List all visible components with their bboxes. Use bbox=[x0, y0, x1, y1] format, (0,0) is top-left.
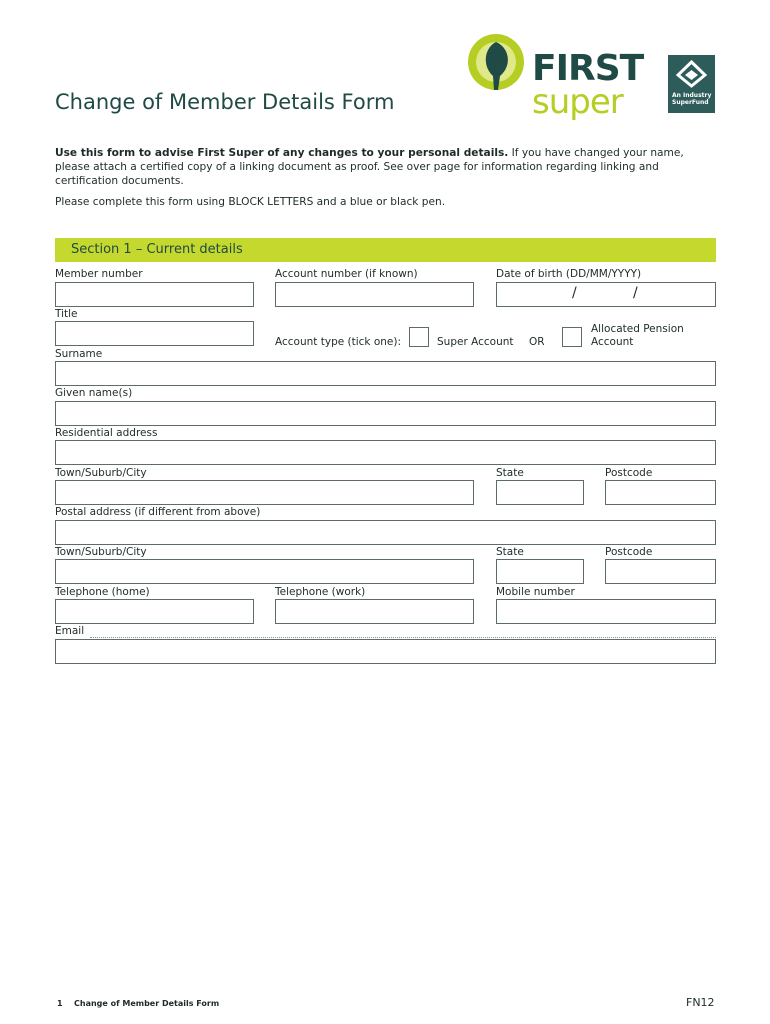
tel-home-field[interactable] bbox=[55, 599, 254, 624]
email-divider bbox=[90, 637, 716, 638]
tel-work-label: Telephone (work) bbox=[275, 586, 366, 598]
account-number-field[interactable] bbox=[275, 282, 474, 307]
tel-home-label: Telephone (home) bbox=[55, 586, 150, 598]
dob-separator-1: / bbox=[572, 285, 577, 301]
postcode-field-1[interactable] bbox=[605, 480, 716, 505]
residential-address-field[interactable] bbox=[55, 440, 716, 465]
badge-line2: SuperFund bbox=[672, 99, 709, 106]
postcode-field-2[interactable] bbox=[605, 559, 716, 584]
town-field-1[interactable] bbox=[55, 480, 474, 505]
dob-label: Date of birth (DD/MM/YYYY) bbox=[496, 268, 642, 280]
email-field[interactable] bbox=[55, 639, 716, 664]
mobile-label: Mobile number bbox=[496, 586, 575, 598]
form-code: FN12 bbox=[686, 996, 715, 1009]
residential-address-label: Residential address bbox=[55, 427, 158, 439]
state-field-1[interactable] bbox=[496, 480, 584, 505]
given-names-field[interactable] bbox=[55, 401, 716, 426]
surname-field[interactable] bbox=[55, 361, 716, 386]
given-names-label: Given name(s) bbox=[55, 387, 133, 399]
mobile-field[interactable] bbox=[496, 599, 716, 624]
member-number-label: Member number bbox=[55, 268, 143, 280]
email-label: Email bbox=[55, 625, 85, 637]
intro-instruction: Please complete this form using BLOCK LETTERS and a blue or black pen. bbox=[55, 196, 446, 208]
allocated-pension-label-1: Allocated Pension bbox=[591, 323, 684, 335]
dob-separator-2: / bbox=[633, 285, 638, 301]
page-title: Change of Member Details Form bbox=[55, 90, 395, 114]
town-label-1: Town/Suburb/City bbox=[55, 467, 147, 479]
brand-logo bbox=[466, 32, 646, 124]
intro-rest: If you have changed your name, please attach a certified copy of a linking document as proof. See over page for information regarding linking and certification documents. bbox=[55, 147, 684, 187]
allocated-pension-label-2: Account bbox=[591, 336, 634, 348]
badge-mark-icon bbox=[676, 60, 707, 88]
member-number-field[interactable] bbox=[55, 282, 254, 307]
title-field[interactable] bbox=[55, 321, 254, 346]
leaf-logo-icon bbox=[466, 32, 526, 94]
super-account-checkbox[interactable] bbox=[409, 327, 429, 347]
account-type-label: Account type (tick one): bbox=[275, 336, 402, 348]
town-field-2[interactable] bbox=[55, 559, 474, 584]
intro-paragraph bbox=[55, 146, 720, 188]
account-number-label: Account number (if known) bbox=[275, 268, 418, 280]
postcode-label-2: Postcode bbox=[605, 546, 653, 558]
postal-address-field[interactable] bbox=[55, 520, 716, 545]
title-label: Title bbox=[55, 308, 78, 320]
postal-address-label: Postal address (if different from above) bbox=[55, 506, 261, 518]
brand-super: super bbox=[532, 82, 623, 122]
or-label: OR bbox=[529, 336, 545, 348]
postcode-label-1: Postcode bbox=[605, 467, 653, 479]
super-account-label: Super Account bbox=[437, 336, 514, 348]
brand-first: FIRST bbox=[532, 48, 644, 89]
state-field-2[interactable] bbox=[496, 559, 584, 584]
surname-label: Surname bbox=[55, 348, 103, 360]
footer-page-number: 1 bbox=[57, 999, 63, 1008]
state-label-1: State bbox=[496, 467, 524, 479]
state-label-2: State bbox=[496, 546, 524, 558]
dob-field[interactable] bbox=[496, 282, 716, 307]
footer-form-name: Change of Member Details Form bbox=[74, 999, 220, 1008]
badge-line1: An Industry bbox=[672, 92, 712, 99]
section-title: Section 1 – Current details bbox=[71, 242, 243, 257]
intro-bold: Use this form to advise First Super of any changes to your personal details. bbox=[55, 147, 509, 159]
town-label-2: Town/Suburb/City bbox=[55, 546, 147, 558]
allocated-pension-checkbox[interactable] bbox=[562, 327, 582, 347]
industry-fund-badge-icon bbox=[668, 55, 715, 113]
tel-work-field[interactable] bbox=[275, 599, 474, 624]
